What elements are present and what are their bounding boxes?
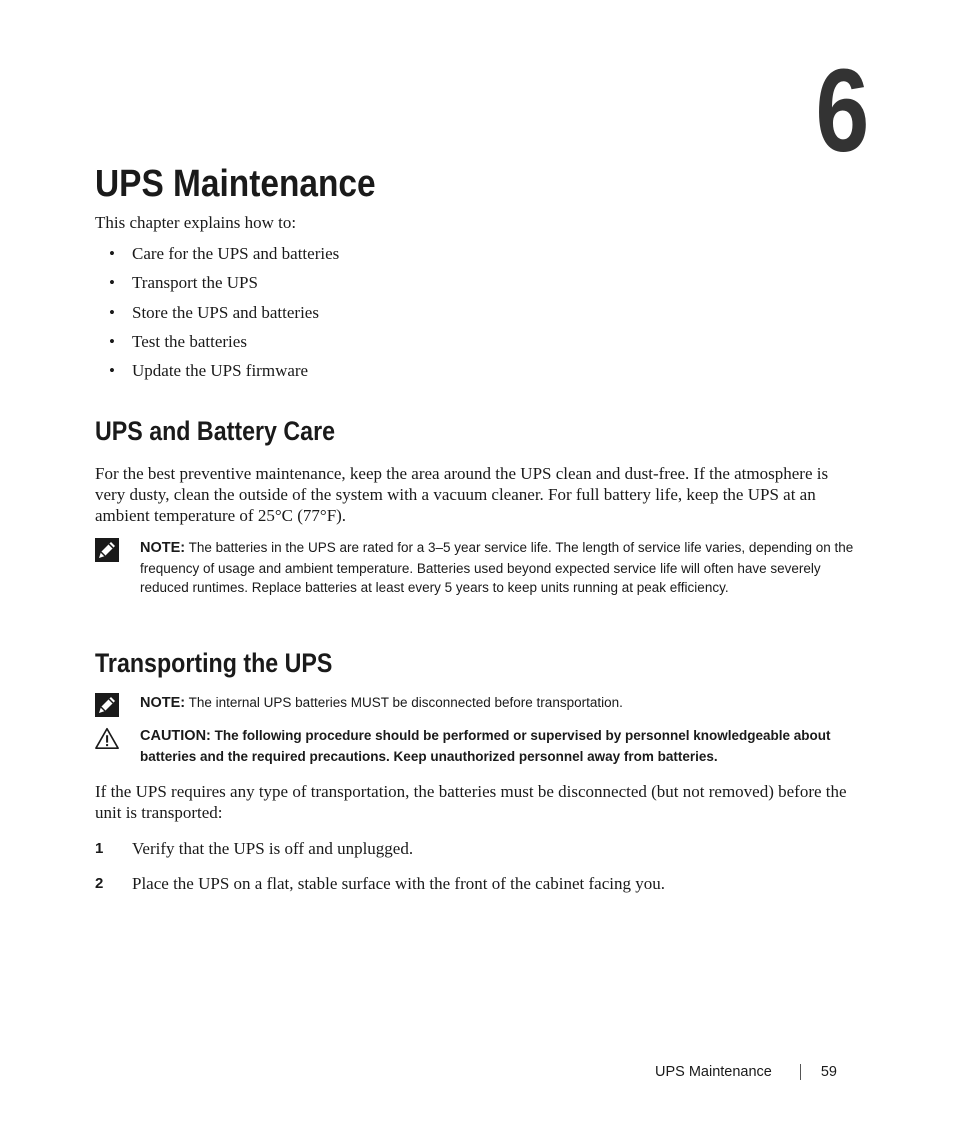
transport-paragraph: If the UPS requires any type of transportation, the batteries must be disconnected (but not removed) before the unit is transported: xyxy=(95,782,847,822)
topic-list xyxy=(95,242,339,388)
list-item xyxy=(95,359,339,388)
list-item xyxy=(95,242,339,271)
list-item-text: Update the UPS firmware xyxy=(132,361,309,381)
note-text xyxy=(140,538,858,598)
chapter-number: 6 xyxy=(815,45,868,177)
bullet-icon: • xyxy=(109,244,115,263)
list-item xyxy=(95,330,339,359)
step-number: 2 xyxy=(95,875,104,892)
page-footer xyxy=(655,1064,837,1080)
note-text xyxy=(140,693,858,714)
page-title: UPS Maintenance xyxy=(95,163,376,205)
step-text: Place the UPS on a flat, stable surface with the front of the cabinet facing you. xyxy=(132,874,665,893)
bullet-icon: • xyxy=(109,331,115,351)
list-item-text: Test the batteries xyxy=(132,331,247,351)
footer-divider xyxy=(800,1064,801,1080)
list-item xyxy=(95,301,339,330)
list-item-text: Transport the UPS xyxy=(132,273,258,293)
footer-section-title: UPS Maintenance xyxy=(654,1064,772,1080)
note-label: NOTE: xyxy=(140,540,186,556)
step-text: Verify that the UPS is off and unplugged. xyxy=(132,839,414,858)
list-item-text: Care for the UPS and batteries xyxy=(132,244,340,263)
list-item-text: Store the UPS and batteries xyxy=(132,302,319,322)
step-number: 1 xyxy=(95,840,104,857)
bullet-icon: • xyxy=(109,361,115,381)
note-label: NOTE: xyxy=(140,695,186,711)
bullet-icon: • xyxy=(109,302,115,322)
note-body: The internal UPS batteries MUST be disconnected before transportation. xyxy=(188,695,623,710)
caution-label: CAUTION: xyxy=(140,728,211,744)
section-heading-transporting: Transporting the UPS xyxy=(95,648,333,678)
caution-body: The following procedure should be performed or supervised by personnel knowledgeable about batteries and the required precautions. Keep unauthorized personnel away from batteries. xyxy=(140,728,831,764)
note-body: The batteries in the UPS are rated for a 3–5 year service life. The length of service life varies, depending on the frequency of usage and ambient temperature. Batteries used beyond expected service life will often have severely reduced runtimes. Replace batteries at least every 5 years to keep units running at peak efficiency. xyxy=(140,540,854,595)
caution-triangle-icon xyxy=(95,726,119,750)
section-heading-battery-care: UPS and Battery Care xyxy=(95,416,336,446)
bullet-icon: • xyxy=(109,273,115,293)
list-item xyxy=(95,271,339,300)
note-pencil-icon xyxy=(95,538,119,562)
page-number: 59 xyxy=(820,1064,837,1080)
battery-care-paragraph: For the best preventive maintenance, keep the area around the UPS clean and dust-free. If the atmosphere is very dusty, clean the outside of the system with a vacuum cleaner. For full battery life, keep the UPS at an ambient temperature of 25°C (77°F). xyxy=(95,464,829,525)
note-pencil-icon xyxy=(95,693,119,717)
intro-text: This chapter explains how to: xyxy=(95,213,297,232)
caution-text xyxy=(140,726,858,766)
